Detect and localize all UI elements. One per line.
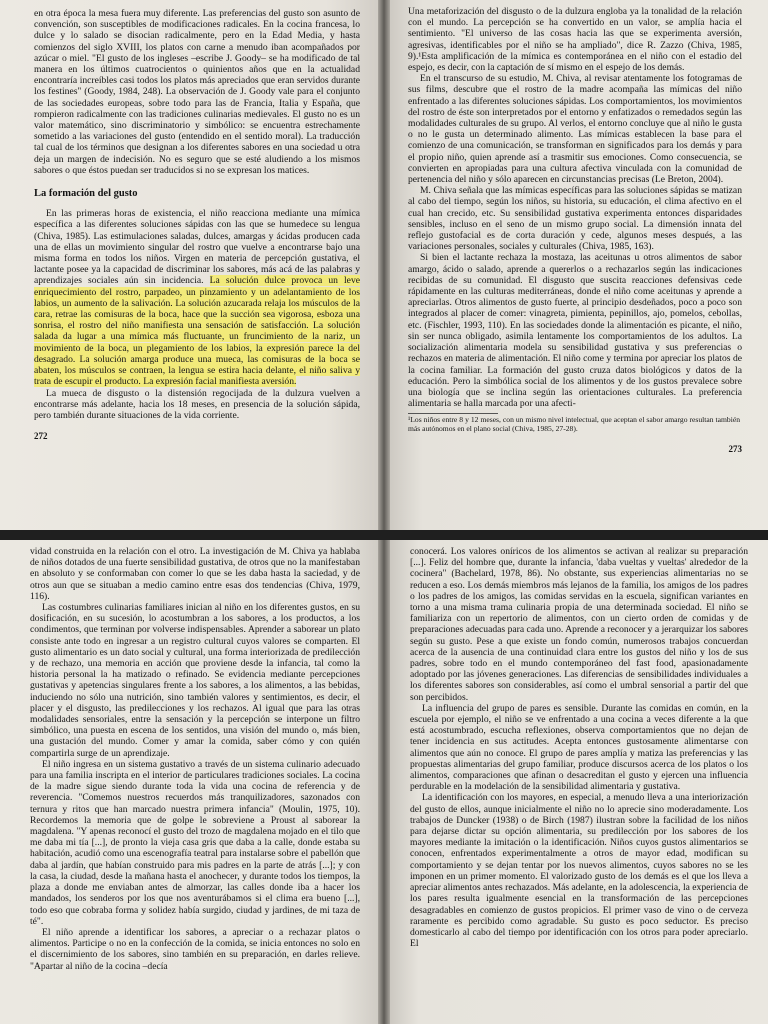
page-273 [384,0,768,530]
paragraph-mimicry: M. Chiva señala que las mímicas específicas para las soluciones sápidas se matizan al cabo del tiempo, según los niños, su historia, su educación, el clima afectivo en el cual han crecido, etc. Su sensibilidad gustativa experimenta entonces disparidades sensibles, incluso en el seno de un mismo grupo social. La dimensión innata del reflejo gustofacial es de corta duración y cede, algunos meses después, a las variaciones personales, sociales y culturales (Chiva, 1985, 163). [408,185,742,253]
paragraph-chiva-study: En el transcurso de su estudio, M. Chiva, al revisar atentamente los fotogramas de sus films, descubre que el rostro de la madre acompaña las mímicas del niño enfrentado a las diferentes soluciones sápidas. Los comportamientos, los movimientos del rostro de éste son interpretados por el entorno y enfatizados o remedados según las modalidades culturales de su grupo. Al verlos, el entorno concluye que al niño le gusta o no le gusta un determinado alimento. Las mímicas establecen la base para el comienzo de una comunicación, se transforman en significados para los demás y para el propio niño, quien aprende así a trasmitir sus emociones. Como consecuencia, se convierten en apropiadas para una cultura afectiva vinculada con la comunidad de pertenencia del niño y sólo aparecen en circunstancias precisas (Le Breton, 2004). [408,73,742,186]
footnote [408,413,740,433]
highlighted-text: La solución dulce provoca un leve enriquecimiento del rostro, parpadeo, un pinzamiento y un adelantamiento de los labios, un aumento de la salivación. La solución azucarada relaja los músculos de la cara, retrae las comisuras de la boca, hace que la succión sea vigorosa, esboza una sonrisa, el rostro del niño manifiesta una sensación de satisfacción. La solución salada da lugar a una mímica más fluctuante, un fruncimiento de la nariz, un movimiento de la boca, un plegamiento de los labios, la expresión parece la del desagrado. La solución amarga produce una mueca, las comisuras de la boca se abaten, los músculos se contraen, la lengua se estira hacia delante, el niño saliva y trata de escupir el producto. La expresión facial manifiesta aversión. [34,275,361,388]
section-heading: La formación del gusto [34,188,138,200]
paragraph-text: En las primeras horas de existencia, el niño reacciona mediante una mímica específica a las diferentes soluciones sápidas con las que se humedece su lengua (Chiva, 1985). Las estimulaciones saladas, dulces, amargas y ácidas producen cada una de ellas un movimiento singular del rostro que vuelve a encontrarse bajo una misma forma en todos los niños. Virgen en materia de percepción gustativa, el lactante posee ya la capacidad de discriminar los sabores, más acá de las palabras y aprendizajes sociales aún sin incidencia. [34,208,360,287]
page-272 [0,0,384,530]
page-number: 272 [34,431,48,442]
page-274 [0,540,384,1024]
paragraph-identification: La identificación con los mayores, en especial, a menudo lleva a una interiorización del gusto de ellos, aunque inicialmente el niño no lo aprecie sino moderadamente. Los trabajos de Duncker (1938) o de Birch (1987) ilustran sobre la facilidad de los niños para dejarse dictar su opción alimentaria, su predilección por los sabores de los mayores mediante la imitación o la identificación. Niños cuyos gustos alimentarios se conocen, enfrentados experimentalmente a otros de mayor edad, modifican su comportamiento y se dejan tentar por los nuevos alimentos, cuyos sabores no se les imponen en un primer momento. El valorizado gusto de los demás es el que los lleva a apreciar alimentos antes rechazados. Más adelante, en la adolescencia, la experiencia de los pares resulta igualmente esencial en la transformación de las percepciones desagradables en comienzo de gustos propicios. El primer vaso de vino o de cerveza raramente es percibido como agradable. Su gusto es poco seductor. Es preciso domesticarlo al cabo del tiempo por identificación con los otros para poder apreciarlo. El [410,792,748,950]
paragraph-disgust: La mueca de disgusto o la distensión regocijada de la dulzura vuelven a encontrarse más adelante, hacia los 18 meses, en presencia de la solución sápida, pero también durante situaciones de la vida corriente. [34,387,360,421]
book-gutter-top [378,0,390,530]
page-275 [384,540,768,1024]
paragraph-oneiric: conocerá. Los valores oníricos de los alimentos se activan al realizar su preparación [...]. Feliz del hombre que, durante la infancia, 'daba vueltas y vueltas' alrededor de la cocinera" (Bachelard, 1978, 86). No obstante, sus experiencias alimentarias no se reducen a eso. Los demás miembros más lejanos de la familia, los amigos de los padres o los padres de los amigos, las comidas servidas en la escuela, significan variantes en torno a una misma trama culinaria propia de una determinada sociedad. El niño se familiariza con un repertorio de alimentos, con un cierto orden de comidas y de preparaciones adecuadas para cada uno. Aprende a reconocer y a jerarquizar los sabores según su gusto. Pese a que existe un fondo común, numerosos trabajos concuerdan acerca de la ausencia de una continuidad clara entre los gustos del niño y los de sus padres, sobre todo en el mundo contemporáneo del fast food, apasionadamente adoptado por las jóvenes generaciones. Las diferencias de sensibilidades individuales a los diferentes sabores son considerables, así como el umbral sensorial a partir del que son percibidos. [410,546,748,703]
paragraph-first-hours [34,208,360,387]
paragraph-peer-group: La influencia del grupo de pares es sensible. Durante las comidas en común, en la escuela por ejemplo, el niño se ve enfrentado a una cocina a veces diferente a la que está acostumbrado, escucha reflexiones, observa comportamientos que no dejan de tener incidencia en sus actitudes. Acepta entonces gustosamente alimentarse con alimentos que aún no conoce. El grupo de pares amplía y matiza las preferencias y las propuestas alimentarias del grupo familiar, produce discursos acerca de los platos o los alimentos, comparaciones que afinan o desacreditan el gusto y ejercen una influencia perdurable en la modelación de la sensibilidad alimentaria y gustativa. [410,702,748,793]
paragraph-proust: El niño ingresa en un sistema gustativo a través de un sistema culinario adecuado para una familia inscripta en el interior de particulares tradiciones sociales. La cocina de la madre sigue siendo durante toda la vida una cocina de referencia y de reverencia. "Comemos nuestros recuerdos más tranquilizadores, sazonados con ternura y ritos que han marcado nuestra primera infancia" (Moulin, 1975, 10). Recordemos la memoria que de golpe le sobreviene a Proust al saborear la magdalena. "Y apenas reconocí el gusto del trozo de magdalena mojado en el tilo que me daba mi tía [...], de pronto la vieja casa gris que daba a la calle, donde estaba su habitación, acudió como una escenografía teatral para instalarse sobre el pabellón que daba al jardín, que habían construido para mis padres en la parte de atrás [...]; y con la casa, la ciudad, desde la mañana hasta el anochecer, y durante todos los tiempos, la plaza a donde me enviaban antes de almorzar, las calles donde iba a hacer los mandados, los senderos por los que nos aventurábamos si el clima era bueno [...], todo eso que cobraba forma y solidez había surgido, ciudad y jardines, de mi taza de té". [30,758,360,927]
book-gutter-bottom [378,540,390,1024]
page-number: 273 [728,443,742,454]
paragraph-metaphor: Una metaforización del disgusto o de la dulzura engloba ya la tonalidad de la relación con el mundo. La percepción se ha convertido en un valor, se amplía hacia el sentimiento. "El universo de las cosas hacia las que se experimenta aversión, agresivas, identificables por el niño se ha ampliado", dice R. Zazzo (Chiva, 1985, 9).¹Esta amplificación de la mímica es contemporánea en el niño con el estadio del espejo, es decir, con la captación de sí mismo en el espejo de los demás. [408,6,742,74]
paragraph-customs: Las costumbres culinarias familiares inician al niño en los diferentes gustos, en su dosificación, en su sucesión, lo acostumbran a los sabores, a los productos, a los condimentos, que terminan por volverse indispensables. Aprender a saborear un plato consiste ante todo en ingresar a un registro cultural cuyos valores se comparten. El gusto alimentario es un dato social y cultural, una forma interiorizada de predilección y de rechazo, una memoria en acción que proviene desde la infancia, tal como la historia personal la ha matizado o refinado. Se evidencia mediante percepciones gustativas y apetencias singulares frente a los sabores, a los alimentos, a las bebidas, induciendo no sólo una nutrición, sino también valores y sentimientos, es decir, el placer y el disgusto, las predilecciones y los rechazos. Al igual que para las otras modalidades sensoriales, entre la sensación y la percepción se interpone un filtro simbólico, una puesta en escena de los sentidos, una visión del mundo o, más bien, una gustación del mundo. Comer y amar la comida, saber cómo y con quién compartirla surge de un aprendizaje. [30,602,360,759]
footnote-text: ¹Los niños entre 8 y 12 meses, con un mismo nivel intelectual, que aceptan el sabor amargo resultan también más autónomos en el plano social (Chiva, 1985, 27-28). [408,415,740,433]
scan-divider [0,530,768,540]
paragraph-identify-flavors: El niño aprende a identificar los sabores, a apreciar o a rechazar platos o alimentos. Participe o no en la confección de la comida, se inicia entonces no solo en el discernimiento de los sabores, sino también en su preparación, en darles relieve. "Apartar al niño de la cocina –decía [30,926,360,972]
paragraph-socialization: Si bien el lactante rechaza la mostaza, las aceitunas u otros alimentos de sabor amargo, ácido o salado, aprende a quererlos o a rechazarlos según las indicaciones recibidas de su comunidad. El disgusto que suscita reacciones defensivas cede rápidamente en las culturas mediterráneas, donde el niño come aceitunas y aprende a apreciarlas. Otros alimentos de gusto fuerte, al principio desdeñados, poco a poco son integrados al placer de comer: vinagreta, pimienta, pepinillos, ajo, pomelos, cebollas, etc. (Fischler, 1993, 110). En las sociedades donde la alimentación es picante, el niño, sin ser nunca obligado, asimila lentamente los comportamientos de los adultos. La socialización alimentaria modela su sensibilidad gustativa y sus preferencias o rechazos en materia de alimentación. El niño come y termina por apreciar los platos de la cocina familiar. La formación del gusto cruza datos biológicos y datos de la educación. Pero la simbólica social de los alimentos y de los gustos prevalece sobre una biología que se inclina según las orientaciones culturales. La preferencia alimentaria se halla marcada por una afecti- [408,252,742,410]
paragraph-intro: en otra época la mesa fuera muy diferente. Las preferencias del gusto son asunto de convención, son susceptibles de modificaciones radicales. En la cocina francesa, lo dulce y lo salado se disocian radicalmente, pero en la Edad Media, y hasta comienzos del siglo XVIII, los platos con carne a menudo iban acompañados por azúcar o miel. "El gusto de los ingleses –escribe J. Goody– se ha modificado de tal manera en los últimos cuatrocientos o quinientos años que en la actualidad encontraría increíbles casi todos los platos más apreciados que eran servidos durante los festines" (Goody, 1984, 248). La observación de J. Goody vale para el conjunto de las sociedades europeas, sobre todo para las de Francia, Italia y España, que rompieron radicalmente con las tradiciones culinarias medievales. El gusto no es un valor matemático, sino discriminatorio y simbólico: se encuentra estrechamente sometido a las variaciones del gusto (entendido en el sentido moral). La traducción tal cual de los términos que designan a los diferentes sabores en una sociedad u otra deja un margen de indecisión. No es seguro que se esté aludiendo a los mismos sabores o que éstos puedan ser traducidos si no se expresan los matices. [34,8,360,176]
paragraph-affectivity: vidad construida en la relación con el otro. La investigación de M. Chiva ya hablaba de niños dotados de una fuerte sensibilidad gustativa, de otros que no la manifestaban en absoluto y se conformaban con comer lo que se les daba hasta la saciedad, y de otros aun que se situaban a medio camino entre esas dos tendencias (Chiva, 1979, 116). [30,546,360,602]
